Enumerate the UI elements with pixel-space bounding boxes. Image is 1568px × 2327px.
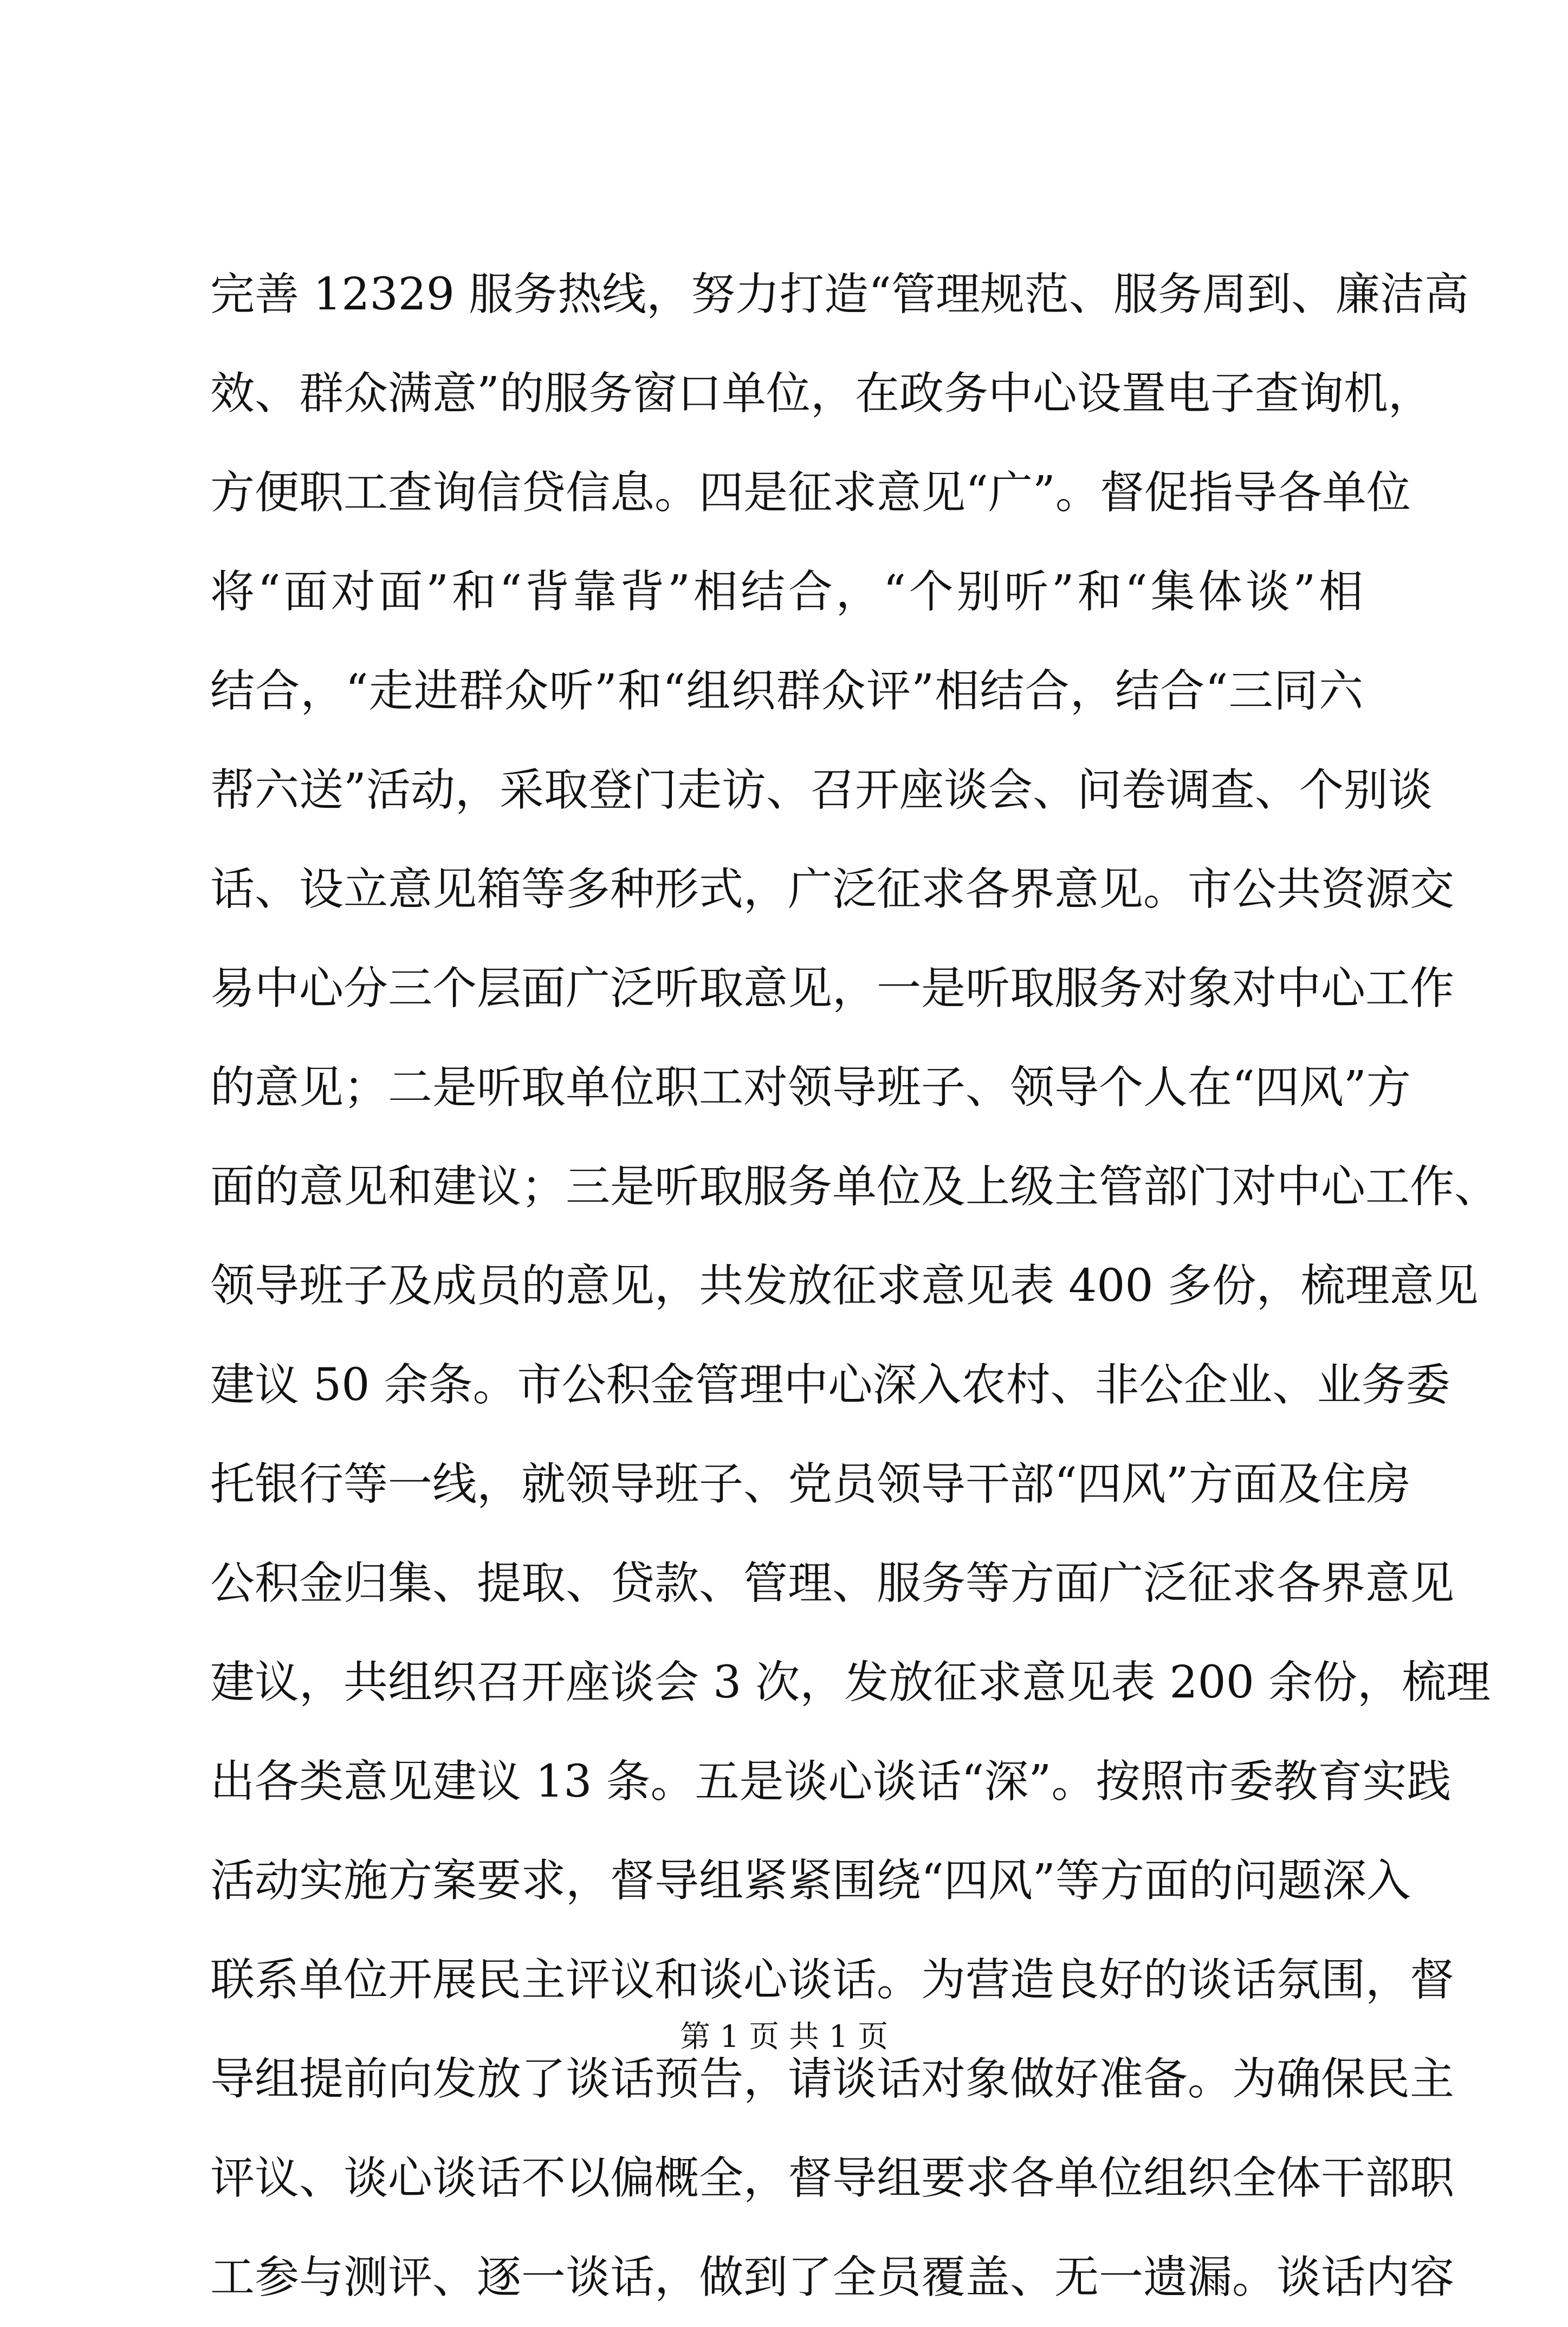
- text-line: 活动实施方案要求，督导组紧紧围绕“四风”等方面的问题深入: [210, 1855, 1411, 1907]
- text-line: 完善 12329 服务热线，努力打造“管理规范、服务周到、廉洁高: [210, 269, 1469, 320]
- text-line: 评议、谈心谈话不以偏概全，督导组要求各单位组织全体干部职: [210, 2153, 1455, 2204]
- text-line: 建议 50 余条。市公积金管理中心深入农村、非公企业、业务委: [210, 1359, 1450, 1411]
- text-line: 出各类意见建议 13 条。五是谈心谈话“深”。按照市委教育实践: [210, 1756, 1452, 1807]
- text-line: 工参与测评、逐一谈话，做到了全员覆盖、无一遗漏。谈话内容: [210, 2252, 1455, 2303]
- text-line: 将“面对面”和“背靠背”相结合，“个别听”和“集体谈”相: [210, 566, 1363, 618]
- text-line: 话、设立意见箱等多种形式，广泛征求各界意见。市公共资源交: [210, 864, 1455, 915]
- text-line: 的意见；二是听取单位职工对领导班子、领导个人在“四风”方: [210, 1062, 1411, 1113]
- text-line: 效、群众满意”的服务窗口单位，在政务中心设置电子查询机，: [210, 368, 1433, 419]
- text-line: 易中心分三个层面广泛听取意见，一是听取服务对象对中心工作: [210, 963, 1455, 1014]
- text-line: 帮六送”活动，采取登门走访、召开座谈会、问卷调查、个别谈: [210, 764, 1433, 816]
- body-text: [210, 245, 1499, 2327]
- text-line: 托银行等一线，就领导班子、党员领导干部“四风”方面及住房: [210, 1459, 1411, 1510]
- text-line: 领导班子及成员的意见，共发放征求意见表 400 多份，梳理意见: [210, 1260, 1479, 1312]
- text-line: 方便职工查询信贷信息。四是征求意见“广”。督促指导各单位: [210, 467, 1411, 518]
- page-footer: [0, 2015, 1568, 2059]
- text-line: 公积金归集、提取、贷款、管理、服务等方面广泛征求各界意见: [210, 1558, 1455, 1609]
- text-line: 结合，“走进群众听”和“组织群众评”相结合，结合“三同六: [210, 665, 1363, 717]
- text-line: 导组提前向发放了谈话预告，请谈话对象做好准备。为确保民主: [210, 2053, 1455, 2105]
- text-line: 面的意见和建议；三是听取服务单位及上级主管部门对中心工作、: [210, 1161, 1499, 1213]
- text-line: 建议，共组织召开座谈会 3 次，发放征求意见表 200 余份，梳理: [210, 1657, 1491, 1708]
- page-number-label: 第 1 页 共 1 页: [679, 2019, 889, 2054]
- text-line: 联系单位开展民主评议和谈心谈话。为营造良好的谈话氛围，督: [210, 1954, 1455, 2006]
